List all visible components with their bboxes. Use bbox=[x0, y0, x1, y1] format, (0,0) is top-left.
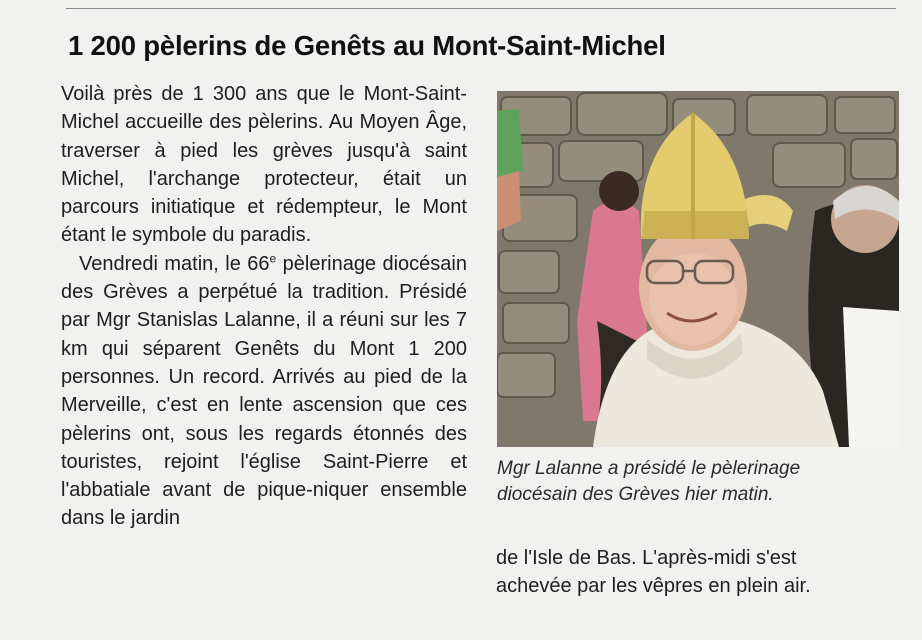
article-left-column bbox=[61, 80, 467, 533]
tail-line-1: de l'Isle de Bas. L'après-midi s'est bbox=[496, 547, 797, 569]
caption-line-1: Mgr Lalanne a présidé le pèlerinage bbox=[497, 458, 801, 479]
caption-line-2: diocésain des Grèves hier matin. bbox=[497, 484, 774, 505]
paragraph-2 bbox=[61, 250, 467, 533]
ordinal-suffix: e bbox=[269, 251, 277, 266]
paragraph-2-rest: pèlerinage diocésain des Grèves a perpétué la tradition. Présidé par Mgr Stanislas Lalanne, il a réuni sur les 7 km qui séparent Genêts du Mont 1 200 personnes. Un record. Arrivés au pied de la Merveille, c'est en lente ascension que ces pèlerins ont, sous les regards étonnés des touristes, rejoint l'église Saint-Pierre et l'abbatiale avant de pique-niquer ensemble dans le jardin bbox=[61, 252, 467, 530]
paragraph-1: Voilà près de 1 300 ans que le Mont-Saint-Michel accueille des pèlerins. Au Moyen Âge, traverser à pied les grèves jusqu'à saint Michel, l'archange protecteur, était un parcours initiatique et rédempteur, le Mont étant le symbole du paradis. bbox=[61, 83, 467, 247]
bishop-photo bbox=[497, 91, 899, 447]
article-right-column-tail bbox=[496, 544, 899, 601]
photo-caption bbox=[497, 456, 897, 508]
tail-line-2: achevée par les vêpres en plein air. bbox=[496, 575, 811, 598]
top-rule bbox=[66, 8, 896, 9]
article-headline: 1 200 pèlerins de Genêts au Mont-Saint-Michel bbox=[68, 30, 666, 61]
paragraph-2-start: Vendredi matin, le 66 bbox=[79, 252, 270, 275]
